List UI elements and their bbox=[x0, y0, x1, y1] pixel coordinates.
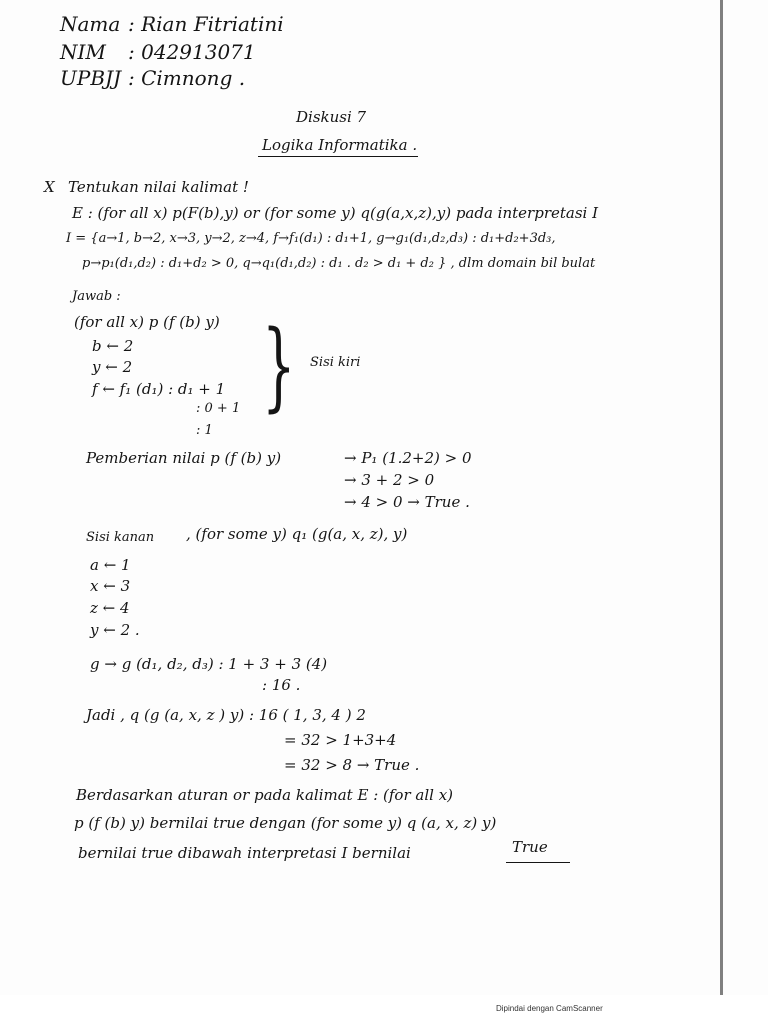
conclusion-line-3: bernilai true dibawah interpretasi I bernilai bbox=[78, 844, 411, 862]
pemberian-label: Pemberian nilai p (f (b) y) bbox=[86, 449, 282, 467]
nama-label: Nama bbox=[60, 12, 121, 36]
assign-a: a ← 1 bbox=[90, 556, 131, 574]
formula-line-1: E : (for all x) p(F(b),y) or (for some y) q(g(a,x,z),y) pada interpretasi I bbox=[72, 204, 599, 222]
subject-underline bbox=[258, 156, 418, 157]
assign-y: y ← 2 bbox=[92, 358, 133, 376]
formula-line-3: p→p₁(d₁,d₂) : d₁+d₂ > 0, q→q₁(d₁,d₂) : d₁ . d₂ > d₁ + d₂ } , dlm domain bil bulat bbox=[82, 256, 596, 271]
question-instruction: Tentukan nilai kalimat ! bbox=[68, 178, 249, 196]
assign-g-step2: : 16 . bbox=[262, 676, 301, 694]
scanner-watermark: Dipindai dengan CamScanner bbox=[496, 1004, 603, 1013]
conclusion-line-1: Berdasarkan aturan or pada kalimat E : (for all x) bbox=[76, 786, 454, 804]
left-side-expr: (for all x) p (f (b) y) bbox=[74, 313, 220, 331]
assign-f-step2: : 0 + 1 bbox=[196, 401, 241, 416]
assign-f-step3: : 1 bbox=[196, 423, 213, 438]
jadi-line-1: Jadi , q (g (a, x, z ) y) : 16 ( 1, 3, 4 ) 2 bbox=[86, 706, 366, 724]
assign-z: z ← 4 bbox=[90, 599, 130, 617]
jadi-line-3: = 32 > 8 → True . bbox=[284, 756, 420, 774]
assign-x: x ← 3 bbox=[90, 577, 131, 595]
pemberian-step-1: → P₁ (1.2+2) > 0 bbox=[344, 449, 472, 467]
page-edge-shadow bbox=[720, 0, 723, 1000]
nim-label: NIM bbox=[60, 40, 106, 64]
upbjj-value: : Cimnong . bbox=[128, 66, 246, 90]
conclusion-true: True bbox=[512, 838, 548, 856]
conclusion-true-underline bbox=[506, 862, 570, 863]
assign-y2: y ← 2 . bbox=[90, 621, 140, 639]
right-side-expr: , (for some y) q₁ (g(a, x, z), y) bbox=[186, 525, 408, 543]
question-mark: X bbox=[44, 178, 55, 196]
left-side-label: Sisi kiri bbox=[310, 355, 361, 370]
subject-title: Logika Informatika . bbox=[262, 136, 418, 154]
curly-brace: } bbox=[262, 310, 296, 422]
nim-value: : 042913071 bbox=[128, 40, 256, 64]
assign-b: b ← 2 bbox=[92, 337, 134, 355]
nama-value: : Rian Fitriatini bbox=[128, 12, 284, 36]
upbjj-label: UPBJJ bbox=[60, 66, 122, 90]
answer-label: Jawab : bbox=[72, 289, 121, 304]
formula-line-2: I = {a→1, b→2, x→3, y→2, z→4, f→f₁(d₁) : d₁+1, g→g₁(d₁,d₂,d₃) : d₁+d₂+3d₃, bbox=[66, 231, 556, 246]
bottom-margin bbox=[0, 995, 768, 1024]
diskusi-title: Diskusi 7 bbox=[296, 108, 367, 126]
assign-f: f ← f₁ (d₁) : d₁ + 1 bbox=[92, 380, 226, 398]
right-side-label: Sisi kanan bbox=[86, 530, 155, 545]
conclusion-line-2: p (f (b) y) bernilai true dengan (for some y) q (a, x, z) y) bbox=[74, 814, 497, 832]
pemberian-step-3: → 4 > 0 → True . bbox=[344, 493, 470, 511]
pemberian-step-2: → 3 + 2 > 0 bbox=[344, 471, 435, 489]
jadi-line-2: = 32 > 1+3+4 bbox=[284, 731, 397, 749]
assign-g: g → g (d₁, d₂, d₃) : 1 + 3 + 3 (4) bbox=[90, 655, 328, 673]
